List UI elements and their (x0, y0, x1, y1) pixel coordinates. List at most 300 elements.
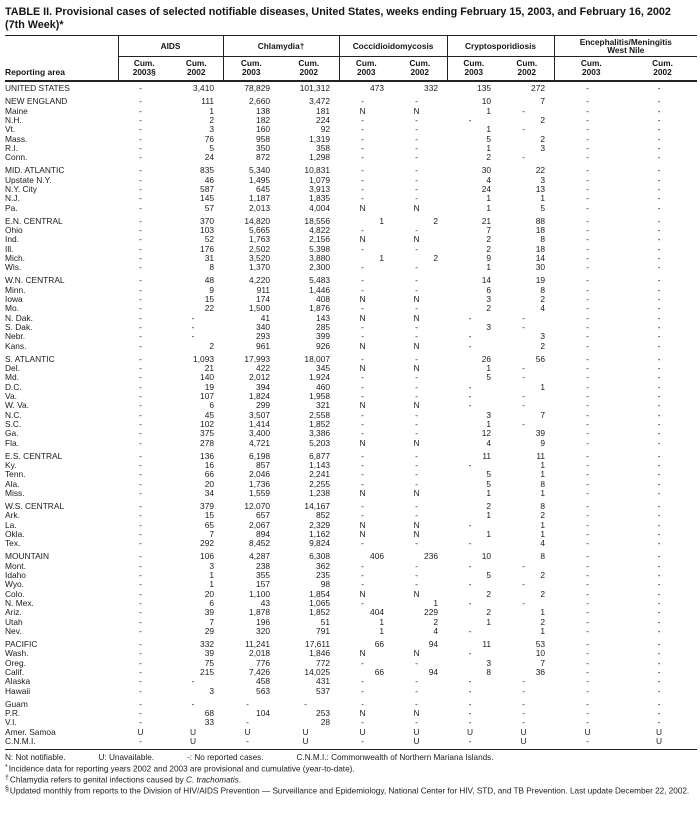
value-cell: - (468, 627, 472, 637)
value-cell: - (139, 470, 142, 480)
value-cell: 1,065 (309, 599, 331, 608)
value-cell: 8 (540, 479, 546, 489)
value-cell: - (657, 461, 661, 470)
table-row (5, 599, 697, 608)
value-cell: 29 (204, 627, 215, 637)
value-cell: 15 (204, 294, 215, 304)
value-cell: 3,880 (309, 254, 331, 263)
reporting-area-cell: N.C. (5, 410, 22, 420)
value-cell: - (415, 185, 418, 194)
value-cell: 57 (204, 203, 215, 213)
value-cell: 2 (486, 304, 492, 314)
table-row (5, 571, 697, 580)
value-cell: N (413, 589, 420, 599)
value-cell: 229 (424, 608, 439, 618)
value-cell: - (361, 275, 364, 286)
reporting-area-cell: N.Y. City (5, 185, 37, 194)
value-cell: 4 (540, 304, 546, 314)
value-cell: 43 (260, 599, 271, 608)
value-cell: 872 (256, 153, 271, 163)
value-cell: 537 (316, 686, 331, 696)
value-cell: U (413, 727, 420, 737)
value-cell: - (657, 185, 661, 194)
value-cell: - (361, 125, 364, 135)
value-cell: 926 (316, 341, 331, 351)
value-cell: - (139, 353, 142, 364)
value-cell: N (413, 106, 420, 116)
value-cell: - (139, 341, 142, 351)
reporting-area-cell: Nev. (5, 627, 22, 637)
value-cell: - (415, 194, 418, 204)
value-cell: - (415, 165, 418, 176)
value-cell: - (468, 116, 472, 125)
value-cell: - (586, 153, 589, 163)
c-trachomatis-italic: C. trachomatis (186, 775, 239, 785)
value-cell: 18,556 (304, 215, 331, 226)
value-cell: - (468, 708, 472, 718)
value-cell: - (657, 649, 661, 659)
value-cell: 5 (486, 134, 492, 144)
value-cell: - (586, 313, 589, 323)
table-row (5, 401, 697, 410)
value-cell: - (586, 275, 589, 286)
aids-group-label: AIDS (160, 40, 181, 51)
table-row (5, 81, 697, 94)
value-cell: - (657, 410, 661, 420)
reporting-area-cell: S.C. (5, 420, 22, 430)
value-cell: 4 (433, 627, 439, 637)
value-cell: - (415, 429, 418, 439)
table-row (5, 144, 697, 153)
value-cell: - (586, 125, 589, 135)
value-cell: N (413, 313, 420, 323)
value-cell: - (415, 511, 418, 521)
value-cell: 4,822 (309, 225, 331, 235)
value-cell: 394 (256, 382, 271, 392)
value-cell: - (361, 470, 364, 480)
value-cell: - (468, 332, 472, 342)
value-cell: 2 (209, 341, 215, 351)
value-cell: 160 (256, 125, 271, 135)
legend-cnmi: C.N.M.I.: Commonwealth of Northern Mariana Islands. (296, 752, 494, 762)
value-cell: 1,852 (309, 420, 331, 430)
value-cell: - (361, 561, 364, 571)
value-cell: 3,386 (309, 429, 331, 439)
value-cell: 12,070 (244, 500, 271, 511)
value-cell: 6 (209, 599, 215, 608)
west-nile-group-label-line2: West Nile (607, 45, 645, 56)
value-cell: 7 (540, 96, 546, 107)
value-cell: - (139, 489, 142, 499)
value-cell: 7 (209, 530, 215, 539)
table-row (5, 304, 697, 313)
value-cell: N (359, 106, 366, 116)
reporting-area-cell: C.N.M.I. (5, 737, 36, 746)
value-cell: - (361, 225, 364, 235)
reporting-area-cell: MID. ATLANTIC (5, 165, 65, 176)
value-cell: - (361, 304, 364, 314)
reporting-area-cell: Wis. (5, 263, 22, 273)
value-cell: 3,400 (249, 429, 271, 439)
value-cell: - (139, 244, 142, 254)
value-cell: 1 (486, 420, 492, 430)
value-cell: - (657, 608, 661, 618)
value-cell: 48 (204, 275, 215, 286)
value-cell: - (657, 500, 661, 511)
value-cell: - (246, 718, 249, 728)
subheader-west-nile-cum-2002: Cum. 2002 (628, 57, 697, 81)
value-cell: 776 (256, 658, 271, 668)
reporting-area-cell: Fla. (5, 438, 19, 448)
value-cell: - (586, 285, 589, 295)
value-cell: 176 (200, 244, 215, 254)
value-cell: - (139, 106, 142, 116)
legend-not-notifiable: N: Not notifiable. (5, 752, 66, 762)
value-cell: 88 (535, 215, 546, 226)
value-cell: - (139, 392, 142, 401)
reporting-area-cell: Ariz. (5, 608, 22, 618)
value-cell: 1,319 (309, 134, 331, 144)
value-cell: 253 (316, 708, 331, 718)
reporting-area-cell: Okla. (5, 530, 25, 539)
value-cell: - (415, 420, 418, 430)
value-cell: N (359, 341, 366, 351)
subheader-coccidioidomycosis-cum-2003: Cum. 2003 (339, 57, 393, 81)
value-cell: N (359, 438, 366, 448)
reporting-area-cell: Mass. (5, 134, 28, 144)
value-cell: - (415, 244, 418, 254)
value-cell: - (139, 627, 142, 637)
subheader-coccidioidomycosis-cum-2002: Cum. 2002 (393, 57, 447, 81)
value-cell: - (468, 677, 472, 687)
value-cell: - (586, 617, 589, 627)
value-cell: 15 (204, 511, 215, 521)
value-cell: 1,763 (249, 235, 271, 245)
value-cell: - (657, 83, 661, 94)
value-cell: 1,414 (249, 420, 271, 430)
value-cell: - (586, 658, 589, 668)
value-cell: - (657, 235, 661, 245)
value-cell: 563 (256, 686, 271, 696)
value-cell: N (413, 708, 420, 718)
table-title-line1: TABLE II. Provisional cases of selected notifiable diseases, United States, weeks ending February 15, 2003, and February 16, 2002 (5, 6, 671, 18)
subheader-aids-cum-2003: Cum. 2003§ (118, 57, 170, 81)
value-cell: 39 (204, 649, 215, 659)
value-cell: 3 (209, 125, 215, 135)
value-cell: - (139, 520, 142, 530)
reporting-area-cell: Pa. (5, 203, 18, 213)
value-cell: 98 (320, 580, 331, 590)
value-cell: - (191, 332, 195, 342)
value-cell: 1,162 (309, 530, 331, 539)
value-cell: 406 (370, 551, 385, 562)
value-cell: - (139, 677, 142, 687)
value-cell: - (522, 363, 525, 373)
table-row (5, 314, 697, 323)
value-cell: - (657, 539, 661, 549)
value-cell: - (657, 638, 661, 649)
value-cell: U (520, 737, 527, 746)
reporting-area-cell: Tex. (5, 539, 21, 549)
value-cell: - (522, 599, 525, 608)
reporting-area-cell: Ala. (5, 479, 20, 489)
value-cell: 350 (256, 144, 271, 154)
value-cell: - (139, 686, 142, 696)
value-cell: 473 (370, 83, 385, 94)
value-cell: - (586, 304, 589, 314)
value-cell: 587 (200, 185, 215, 194)
value-cell: - (361, 698, 364, 709)
value-cell: 2 (209, 116, 215, 125)
value-cell: - (586, 686, 589, 696)
value-cell: - (361, 450, 364, 461)
value-cell: 145 (200, 194, 215, 204)
value-cell: 9,824 (309, 539, 331, 549)
value-cell: - (657, 570, 661, 580)
value-cell: 22 (204, 304, 215, 314)
value-cell: - (586, 649, 589, 659)
value-cell: - (657, 373, 661, 383)
value-cell: 7,426 (249, 668, 271, 677)
table-row (5, 263, 697, 272)
value-cell: - (657, 275, 661, 286)
value-cell: 1 (540, 530, 546, 539)
value-cell: 2,502 (249, 244, 271, 254)
value-cell: 1,093 (193, 353, 215, 364)
value-cell: - (304, 698, 307, 709)
value-cell: 1 (379, 627, 385, 637)
value-cell: - (139, 580, 142, 590)
reporting-area-cell: Hawaii (5, 686, 31, 696)
value-cell: - (522, 313, 525, 323)
value-cell: - (361, 353, 364, 364)
table-row (5, 373, 697, 382)
table-row (5, 470, 697, 479)
value-cell: 1,500 (249, 304, 271, 314)
table-row (5, 562, 697, 571)
value-cell: 278 (200, 438, 215, 448)
value-cell: - (586, 500, 589, 511)
value-cell: 17,611 (305, 638, 331, 649)
table-row (5, 107, 697, 116)
value-cell: 11 (536, 450, 546, 461)
value-cell: 56 (535, 353, 546, 364)
value-cell: - (415, 410, 418, 420)
value-cell: 45 (204, 410, 215, 420)
value-cell: 293 (256, 332, 271, 342)
table-row (5, 696, 697, 709)
value-cell: 10 (481, 551, 492, 562)
value-cell: 340 (256, 323, 271, 332)
reporting-area-cell: W.N. CENTRAL (5, 275, 65, 286)
value-cell: 36 (535, 668, 546, 677)
value-cell: - (586, 737, 589, 746)
value-cell: - (139, 570, 142, 580)
value-cell: - (586, 332, 589, 342)
table-row (5, 618, 697, 627)
value-cell: 22 (535, 165, 546, 176)
value-cell: 21 (204, 363, 215, 373)
value-cell: 3 (486, 323, 492, 332)
value-cell: - (139, 500, 142, 511)
table-header (5, 35, 697, 81)
value-cell: 299 (256, 401, 271, 411)
value-cell: 103 (200, 225, 215, 235)
col-group-west-nile (554, 35, 697, 57)
value-cell: 3,472 (309, 96, 331, 107)
value-cell: - (522, 718, 525, 728)
table-row (5, 273, 697, 286)
value-cell: 9 (540, 438, 546, 448)
value-cell: - (361, 539, 364, 549)
value-cell: 9 (486, 254, 492, 263)
table-section (5, 498, 697, 548)
value-cell: - (139, 83, 142, 94)
value-cell: 2,558 (309, 410, 331, 420)
value-cell: U (520, 727, 527, 737)
value-cell: - (191, 313, 195, 323)
value-cell: - (139, 313, 142, 323)
value-cell: 332 (200, 638, 215, 649)
value-cell: - (139, 165, 142, 176)
value-cell: 321 (316, 401, 331, 411)
value-cell: - (361, 96, 364, 107)
value-cell: U (467, 727, 474, 737)
value-cell: - (586, 561, 589, 571)
value-cell: - (657, 313, 661, 323)
value-cell: - (586, 263, 589, 273)
value-cell: - (586, 551, 589, 562)
value-cell: - (586, 479, 589, 489)
value-cell: - (139, 144, 142, 154)
value-cell: 1 (540, 470, 546, 480)
legend-unavailable: U: Unavailable. (98, 752, 155, 762)
value-cell: - (415, 718, 418, 728)
table-section (5, 81, 697, 94)
value-cell: - (415, 561, 418, 571)
value-cell: - (586, 461, 589, 470)
value-cell: - (522, 420, 525, 430)
table-row (5, 332, 697, 341)
value-cell: - (586, 203, 589, 213)
reporting-area-cell: E.N. CENTRAL (5, 215, 63, 226)
value-cell: 10 (481, 96, 492, 107)
col-group-cryptosporidiosis (447, 35, 554, 57)
value-cell: 4,721 (249, 438, 271, 448)
table-row (5, 590, 697, 599)
value-cell: - (139, 185, 142, 194)
value-cell: 5 (540, 203, 546, 213)
value-cell: - (522, 677, 525, 687)
value-cell: - (361, 511, 364, 521)
value-cell: 911 (256, 285, 271, 295)
value-cell: 20 (204, 589, 215, 599)
value-cell: - (586, 382, 589, 392)
value-cell: - (415, 450, 418, 461)
value-cell: - (657, 134, 661, 144)
reporting-area-cell: Del. (5, 363, 20, 373)
table-row (5, 383, 697, 392)
value-cell: - (586, 175, 589, 185)
legend-no-reported-cases: -: No reported cases. (187, 752, 264, 762)
value-cell: 138 (256, 106, 271, 116)
value-cell: - (415, 353, 418, 364)
value-cell: 1,495 (249, 175, 271, 185)
value-cell: - (468, 561, 472, 571)
value-cell: N (359, 313, 366, 323)
value-cell: 292 (200, 539, 215, 549)
value-cell: - (191, 323, 195, 332)
value-cell: 14 (481, 275, 492, 286)
value-cell: 65 (204, 520, 215, 530)
value-cell: N (359, 489, 366, 499)
value-cell: - (657, 511, 661, 521)
value-cell: 107 (200, 392, 215, 401)
reporting-area-cell: Amer. Samoa (5, 727, 56, 737)
reporting-area-cell: N. Mex. (5, 599, 34, 608)
table-section (5, 94, 697, 163)
value-cell: - (586, 244, 589, 254)
value-cell: - (586, 718, 589, 728)
value-cell: - (415, 470, 418, 480)
value-cell: - (361, 580, 364, 590)
value-cell: 66 (374, 668, 385, 677)
value-cell: - (586, 698, 589, 709)
table-row (5, 539, 697, 548)
value-cell: 7 (540, 658, 546, 668)
value-cell: - (139, 658, 142, 668)
reporting-area-cell: S. ATLANTIC (5, 353, 55, 364)
value-cell: - (139, 263, 142, 273)
value-cell: - (361, 194, 364, 204)
reporting-area-cell: W.S. CENTRAL (5, 500, 65, 511)
value-cell: 460 (316, 382, 331, 392)
value-cell: - (139, 203, 142, 213)
value-cell: - (139, 718, 142, 728)
table-row (5, 549, 697, 562)
value-cell: - (657, 323, 661, 332)
table-row (5, 448, 697, 461)
value-cell: - (657, 225, 661, 235)
value-cell: - (522, 153, 525, 163)
value-cell: 33 (204, 718, 215, 728)
table-row (5, 286, 697, 295)
value-cell: 10 (535, 649, 546, 659)
value-cell: 24 (481, 185, 492, 194)
value-cell: 18,007 (304, 353, 331, 364)
value-cell: 645 (256, 185, 271, 194)
value-cell: 39 (535, 429, 546, 439)
value-cell: 5,203 (309, 438, 331, 448)
value-cell: - (586, 235, 589, 245)
value-cell: 1 (433, 599, 439, 608)
table-section (5, 163, 697, 213)
reporting-area-cell: La. (5, 520, 17, 530)
value-cell: 26 (481, 353, 492, 364)
value-cell: 355 (256, 570, 271, 580)
value-cell: 6,308 (309, 551, 331, 562)
value-cell: - (657, 175, 661, 185)
value-cell: - (139, 285, 142, 295)
value-cell: 2 (540, 511, 546, 521)
value-cell: 3,507 (249, 410, 271, 420)
value-cell: - (586, 489, 589, 499)
value-cell: - (522, 373, 525, 383)
value-cell: - (246, 737, 249, 746)
value-cell: 5 (486, 470, 492, 480)
value-cell: 3 (486, 294, 492, 304)
reporting-area-cell: Conn. (5, 153, 28, 163)
